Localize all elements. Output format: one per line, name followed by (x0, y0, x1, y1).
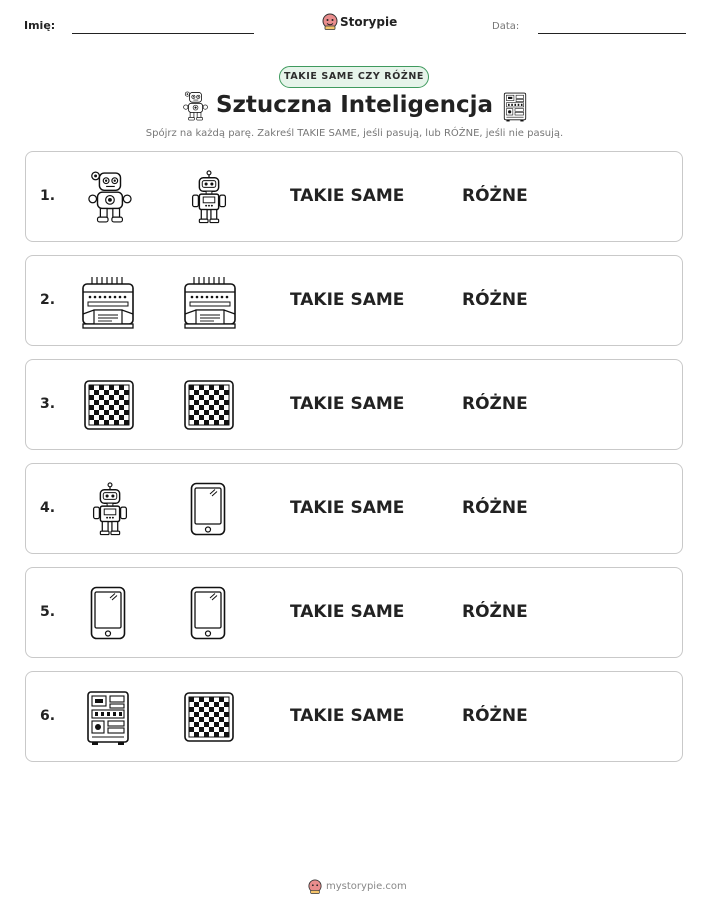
different-option[interactable]: RÓŻNE (462, 186, 528, 206)
footer-url[interactable]: mystorypie.com (326, 881, 407, 892)
worksheet-type-badge: TAKIE SAME CZY RÓŻNE (279, 66, 429, 88)
question-number: 4. (40, 500, 56, 516)
robot-icon (86, 169, 132, 225)
same-option[interactable]: TAKIE SAME (290, 394, 405, 414)
checkerboard-icon (184, 692, 234, 742)
same-option[interactable]: TAKIE SAME (290, 706, 405, 726)
date-label: Data: (492, 21, 520, 32)
printer-machine-icon (80, 274, 136, 330)
instructions: Spójrz na każdą parę. Zakreśl TAKIE SAME, jeśli pasują, lub RÓŻNE, jeśli nie pasują. (145, 128, 564, 139)
smartphone-icon (190, 586, 226, 640)
same-option[interactable]: TAKIE SAME (290, 602, 405, 622)
same-option[interactable]: TAKIE SAME (290, 186, 405, 206)
date-line[interactable] (538, 33, 686, 34)
name-line[interactable] (72, 33, 254, 34)
question-number: 1. (40, 188, 56, 204)
question-row-4 (25, 463, 683, 554)
different-option[interactable]: RÓŻNE (462, 290, 528, 310)
circuit-board-icon (86, 690, 130, 746)
question-number: 3. (40, 396, 56, 412)
robot-icon (90, 482, 130, 536)
storypie-footer-logo-icon (308, 879, 322, 894)
question-number: 2. (40, 292, 56, 308)
question-number: 5. (40, 604, 56, 620)
question-row-1 (25, 151, 683, 242)
different-option[interactable]: RÓŻNE (462, 394, 528, 414)
question-row-6 (25, 671, 683, 762)
different-option[interactable]: RÓŻNE (462, 498, 528, 518)
question-row-2 (25, 255, 683, 346)
checkerboard-icon (84, 380, 134, 430)
brand-name: Storypie (340, 15, 398, 29)
checkerboard-icon (184, 380, 234, 430)
robot-icon (189, 170, 229, 224)
storypie-logo-icon (322, 13, 338, 30)
same-option[interactable]: TAKIE SAME (290, 290, 405, 310)
smartphone-icon (190, 482, 226, 536)
printer-machine-icon (182, 274, 238, 330)
question-number: 6. (40, 708, 56, 724)
question-row-5 (25, 567, 683, 658)
same-option[interactable]: TAKIE SAME (290, 498, 405, 518)
page-title: Sztuczna Inteligencja (215, 92, 493, 118)
smartphone-icon (90, 586, 126, 640)
different-option[interactable]: RÓŻNE (462, 602, 528, 622)
circuit-board-decoration-icon (503, 92, 527, 122)
different-option[interactable]: RÓŻNE (462, 706, 528, 726)
question-row-3 (25, 359, 683, 450)
name-label: Imię: (24, 19, 56, 32)
